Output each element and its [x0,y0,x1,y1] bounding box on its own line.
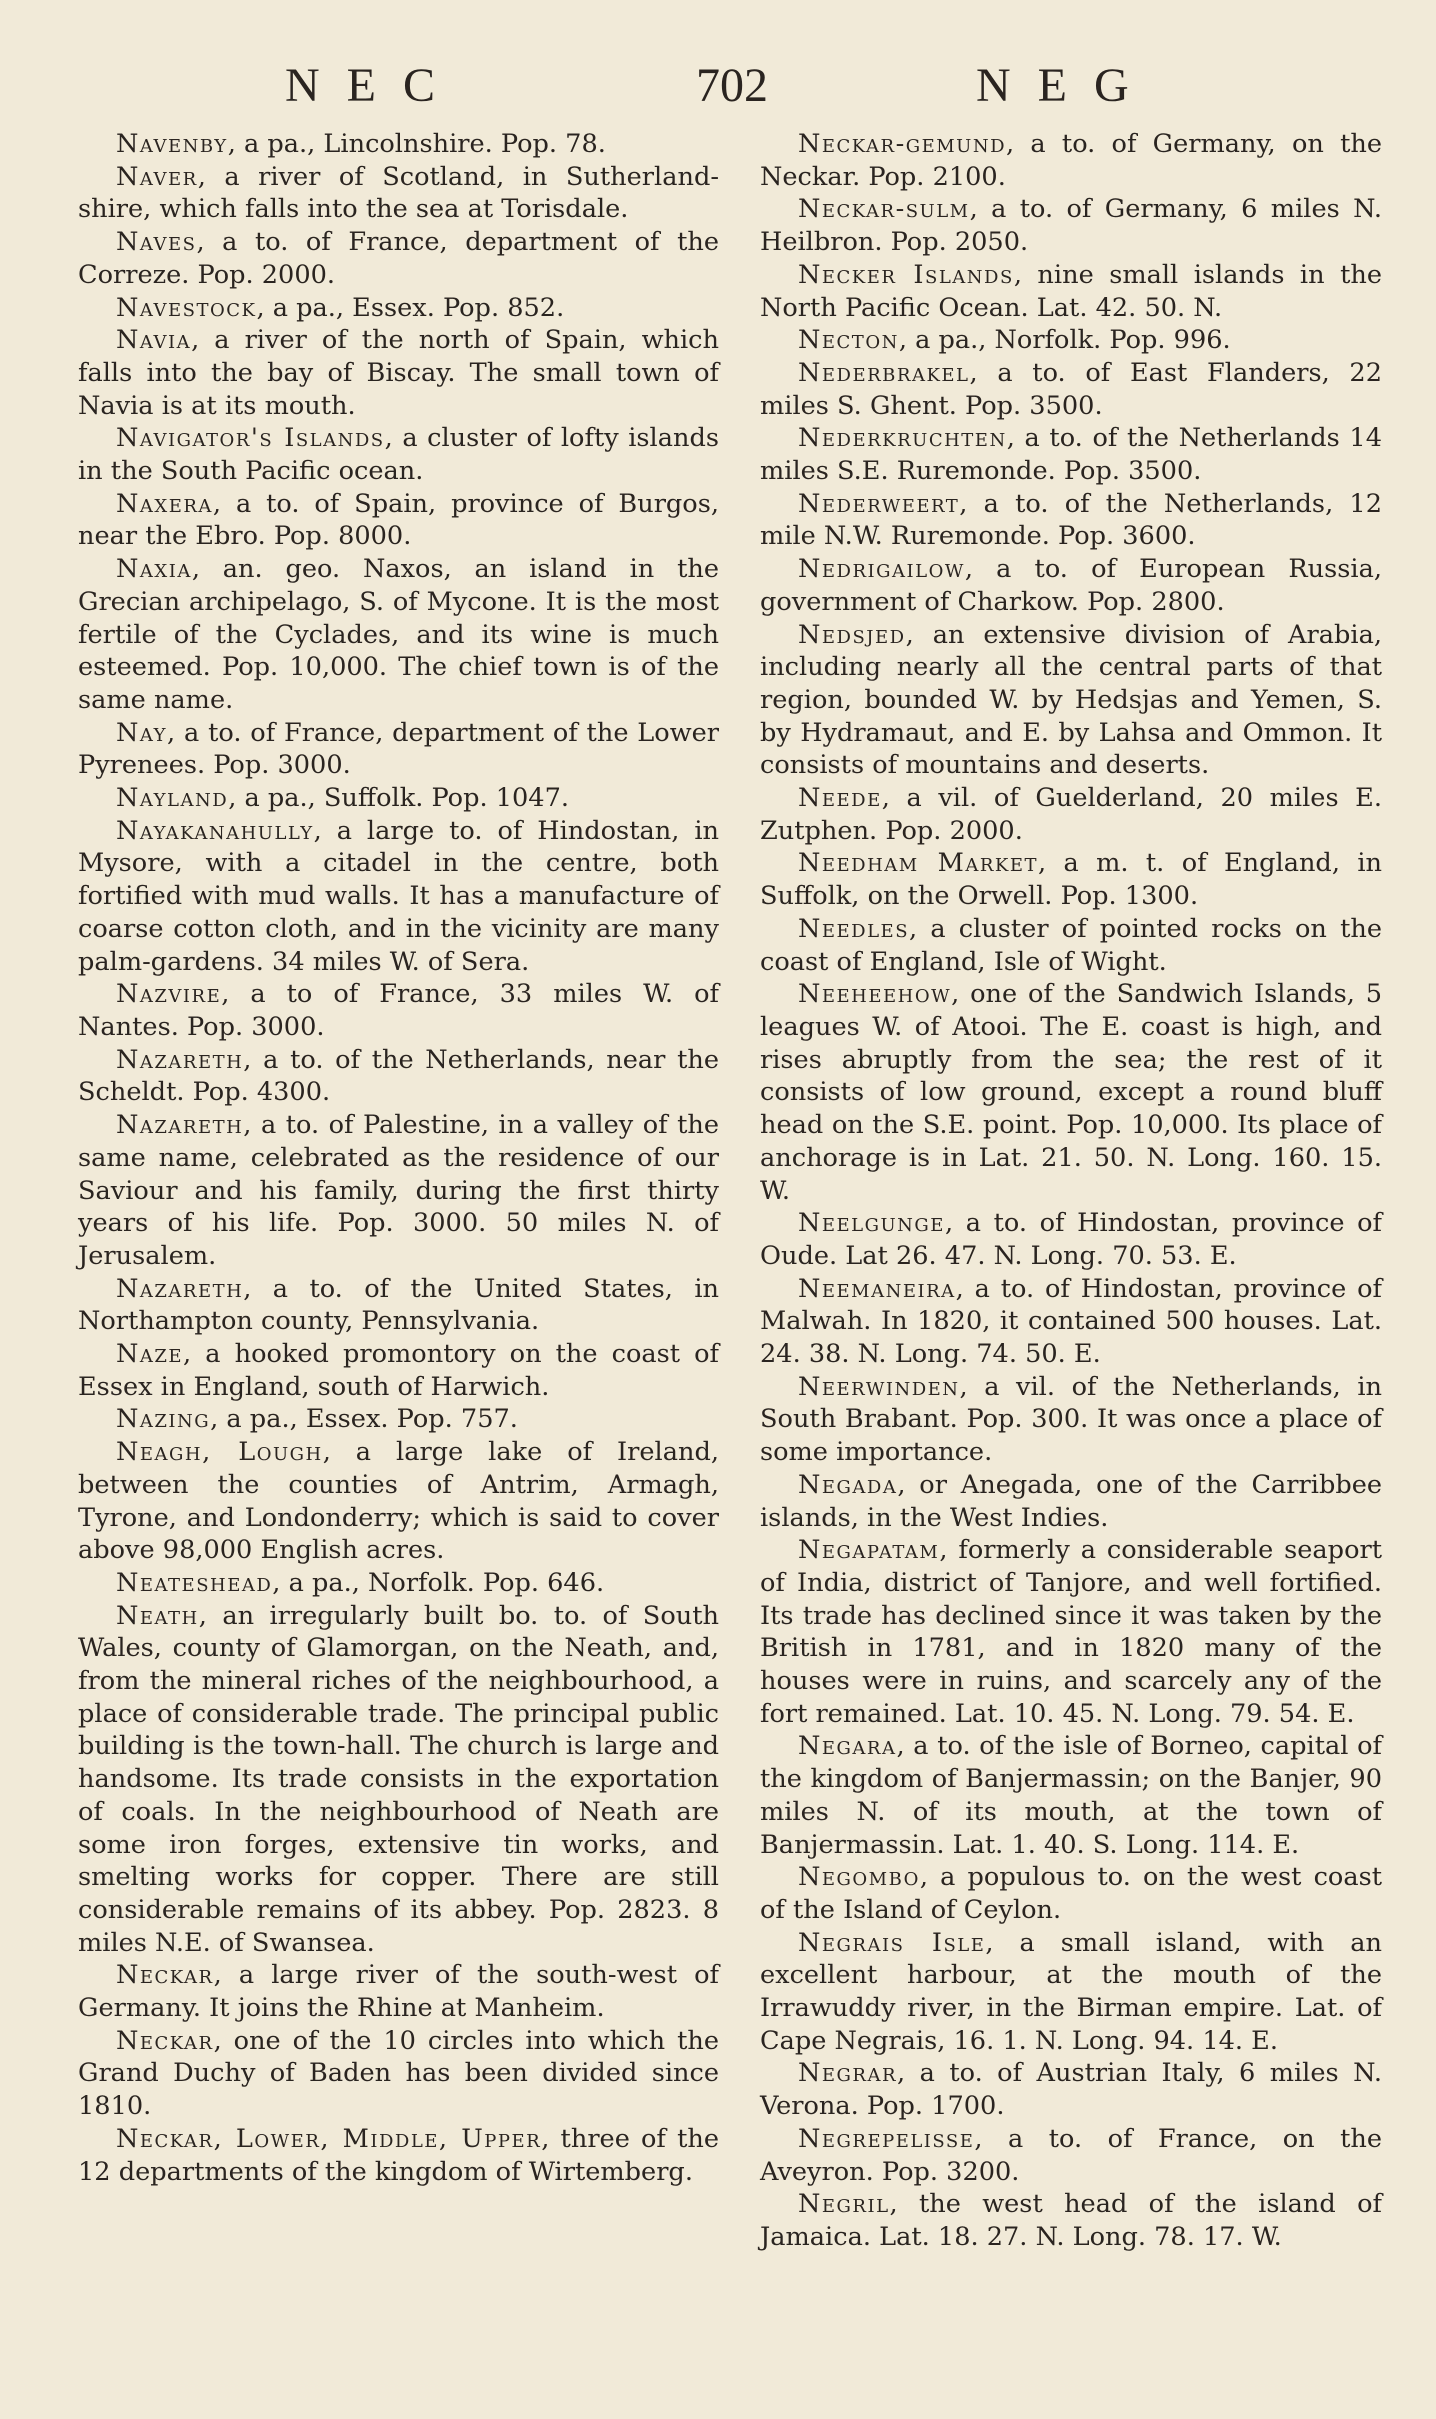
entry-text: , a to. of East Flanders, 22 miles S. Ghent. Pop. 3500. [760,357,1382,421]
gazetteer-entry [760,259,1382,324]
gazetteer-entry [760,1371,1382,1469]
gazetteer-entry [78,1044,719,1109]
entry-text: , a to. of France, on the Aveyron. Pop. 3200. [760,2123,1382,2187]
left-column [78,128,719,2188]
entry-text: , a vil. of Guelderland, 20 miles E. Zutphen. Pop. 2000. [760,783,1382,846]
gazetteer-entry [78,782,719,815]
gazetteer-entry [760,1534,1382,1730]
entry-headword: Neckar [116,1960,214,1991]
gazetteer-entry [760,847,1382,912]
entry-headword: Necker Islands [798,259,1014,290]
entry-headword: Negril [798,2189,890,2220]
entry-headword: Neeheehow [798,979,952,1010]
entry-headword: Neagh, Lough [116,1437,323,1468]
entry-text: , or Anegada, one of the Carribbee islands, in the West Indies. [760,1469,1382,1533]
entry-headword: Neemaneira [798,1273,956,1304]
entry-text: , a to. of Germany, 6 miles N. Heilbron. Pop. 2050. [760,194,1382,258]
entry-headword: Nederbrakel [798,357,970,388]
entry-headword: Neelgunge [798,1208,945,1239]
entry-text: , a pa., Essex. Pop. 852. [256,292,565,323]
entry-text: , a to. of France, department of the Lower Pyrenees. Pop. 3000. [78,717,719,781]
gazetteer-entry [78,226,719,291]
gazetteer-entry [760,1469,1382,1534]
entry-headword: Nederkruchten [798,423,1007,454]
entry-headword: Nazareth [116,1044,244,1075]
entry-text: , nine small islands in the North Pacific Ocean. Lat. 42. 50. N. [760,259,1382,323]
entry-headword: Nay [116,717,168,748]
entry-text: , three of the 12 departments of the kingdom of Wirtemberg. [78,2123,720,2187]
gazetteer-entry [78,815,719,979]
header-right-letters: NEG [976,59,1156,112]
entry-headword: Negrar [798,2058,898,2089]
entry-text: , a pa., Essex. Pop. 757. [210,1404,518,1435]
gazetteer-entry [760,913,1382,978]
gazetteer-entry [760,1861,1382,1926]
entry-headword: Navigator's Islands [116,423,385,454]
entry-text: , a river of Scotland, in Sutherland-shire, which falls into the sea at Torisdale. [78,161,719,225]
entry-text: , a to. of Austrian Italy, 6 miles N. Verona. Pop. 1700. [760,2058,1382,2122]
entry-text: , a to. of the Netherlands, near the Scheldt. Pop. 4300. [78,1044,719,1108]
entry-headword: Nederweert [798,488,960,519]
gazetteer-entry [78,2025,719,2123]
gazetteer-entry [78,2123,719,2188]
gazetteer-entry [760,619,1382,783]
gazetteer-entry [78,553,719,717]
entry-headword: Navestock [116,292,257,323]
page-number: 702 [696,59,768,112]
entry-headword: Naver [116,161,198,192]
gazetteer-entry [78,488,719,553]
entry-headword: Nayakanahully [116,815,314,846]
gazetteer-entry [78,1403,719,1436]
gazetteer-entry [760,422,1382,487]
entry-text: , a vil. of the Netherlands, in South Brabant. Pop. 300. It was once a place of some importance. [760,1371,1382,1468]
header-left-letters: NEC [285,59,462,112]
entry-headword: Naxia [116,554,192,585]
gazetteer-entry [78,1338,719,1403]
entry-text: , a to. of the Netherlands, 12 mile N.W. Ruremonde. Pop. 3600. [760,488,1382,552]
entry-headword: Nazing [116,1404,211,1435]
entry-headword: Negapatam [798,1535,940,1566]
entry-text: , a to. of the United States, in Northampton county, Pennsylvania. [78,1273,719,1337]
entry-text: , a to. of Germany, on the Neckar. Pop. 2100. [760,129,1382,192]
entry-headword: Naves [116,227,197,258]
entry-text: , a to. of the Netherlands 14 miles S.E. Ruremonde. Pop. 3500. [760,423,1382,487]
entry-headword: Navia [116,325,192,356]
entry-text: , formerly a considerable seaport of India, district of Tanjore, and well fortified. Its trade has declined since it was taken by the British in 1781, and in 1820 many of the houses were in ruins, and scarcely any of the fort remained. Lat. 10. 45. N. Long. 79. 54. E. [760,1535,1382,1729]
entry-text: , a pa., Norfolk. Pop. 996. [898,325,1231,356]
gazetteer-entry [78,324,719,422]
entry-headword: Negara [798,1731,897,1762]
gazetteer-entry [760,782,1382,847]
entry-headword: Nazareth [116,1110,244,1141]
entry-headword: Naxera [116,488,213,519]
entry-headword: Needham Market [798,848,1038,879]
entry-text: , a small island, with an excellent harbour, at the mouth of the Irrawuddy river, in the Birman empire. Lat. of Cape Negrais, 16. 1. N. Long. 94. 14. E. [760,1927,1382,2056]
gazetteer-entry [760,1207,1382,1272]
gazetteer-entry [760,193,1382,258]
entry-text: , a large to. of Hindostan, in Mysore, with a citadel in the centre, both fortified with mud walls. It has a manufacture of coarse cotton cloth, and in the vicinity are many palm-gardens. 34 miles W. of Sera. [78,815,719,977]
gazetteer-entry [760,1927,1382,2058]
entry-headword: Negada [798,1469,898,1500]
gazetteer-entry [78,292,719,325]
entry-text: , a to. of Hindostan, province of Malwah. In 1820, it contained 500 houses. Lat. 24. 38. N. Long. 74. 50. E. [760,1273,1382,1370]
gazetteer-entry [760,553,1382,618]
gazetteer-entry [78,978,719,1043]
entry-text: , a cluster of lofty islands in the South Pacific ocean. [78,423,719,487]
entry-text: , a populous to. on the west coast of the Island of Ceylon. [760,1862,1382,1925]
entry-text: , one of the 10 circles into which the Grand Duchy of Baden has been divided since 1810. [78,2025,719,2122]
entry-headword: Neath [116,1600,199,1631]
gazetteer-entry [760,488,1382,553]
gazetteer-entry [78,1109,719,1273]
entry-text: , a to. of the isle of Borneo, capital of the kingdom of Banjermassin; on the Banjer, 90 miles N. of its mouth, at the town of Banjermassin. Lat. 1. 40. S. Long. 114. E. [760,1731,1382,1860]
entry-text: , one of the Sandwich Islands, 5 leagues W. of Atooi. The E. coast is high, and rises abruptly from the sea; the rest of it consists of low ground, except a round bluff head on the S.E. point. Pop. 10,000. Its place of anchorage is in Lat. 21. 50. N. Long. 160. 15. W. [760,979,1382,1206]
entry-text: , an. geo. Naxos, an island in the Grecian archipelago, S. of Mycone. It is the most fertile of the Cyclades, and its wine is much esteemed. Pop. 10,000. The chief town is of the same name. [78,554,719,715]
entry-headword: Nedrigailow [798,554,965,585]
gazetteer-entry [760,1730,1382,1861]
entry-text: , a large lake of Ireland, between the counties of Antrim, Armagh, Tyrone, and Londonderry; which is said to cover above 98,000 English acres. [78,1437,719,1566]
entry-text: , an extensive division of Arabia, including nearly all the central parts of that region, bounded W. by Hedsjas and Yemen, S. by Hydramaut, and E. by Lahsa and Ommon. It consists of mountains and deserts. [760,619,1382,781]
entry-headword: Navenby [116,129,228,159]
gazetteer-entry [760,357,1382,422]
entry-headword: Nayland [116,783,229,814]
entry-headword: Neede [798,783,882,814]
entry-headword: Neckar [116,2025,214,2056]
gazetteer-entry [760,2188,1382,2253]
entry-text: , a to. of European Russia, government of Charkow. Pop. 2800. [760,554,1382,617]
gazetteer-entry [78,128,719,161]
entry-text: , a cluster of pointed rocks on the coast of England, Isle of Wight. [760,913,1382,977]
gazetteer-entry [78,1600,719,1960]
gazetteer-entry [760,2123,1382,2188]
entry-headword: Neckar, Lower, Middle, Upper [116,2123,542,2154]
entry-text: , a to of France, 33 miles W. of Nantes. Pop. 3000. [78,979,719,1042]
gazetteer-entry [78,1436,719,1567]
entry-headword: Necton [798,325,899,356]
entry-headword: Nedsjed [798,619,906,650]
entry-headword: Negrepelisse [798,2123,975,2154]
gazetteer-entry [78,1959,719,2024]
entry-headword: Neckar-sulm [798,194,970,225]
entry-headword: Naze [116,1339,184,1370]
gazetteer-entry [78,161,719,226]
gazetteer-entry [78,422,719,487]
entry-text: , a to. of Spain, province of Burgos, near the Ebro. Pop. 8000. [78,488,719,552]
entry-headword: Needles [798,913,910,944]
entry-text: , a pa., Suffolk. Pop. 1047. [228,783,569,814]
entry-headword: Nazareth [116,1273,244,1304]
entry-headword: Neckar-gemund [798,129,1007,159]
entry-text: , the west head of the island of Jamaica. Lat. 18. 27. N. Long. 78. 17. W. [760,2189,1382,2252]
entry-text: , a to. of France, department of the Correze. Pop. 2000. [78,227,719,290]
gazetteer-entry [760,978,1382,1207]
entry-headword: Negrais Isle [798,1927,986,1958]
page-header [0,58,1436,118]
entry-headword: Negombo [798,1862,920,1893]
entry-text: , a to. of Palestine, in a valley of the same name, celebrated as the residence of our Saviour and his family, during the first thirty years of his life. Pop. 3000. 50 miles N. of Jerusalem. [78,1110,719,1271]
gazetteer-entry [760,128,1382,193]
entry-headword: Neateshead [116,1567,273,1598]
gazetteer-entry [760,324,1382,357]
gazetteer-entry [760,2057,1382,2122]
gazetteer-entry [760,1273,1382,1371]
entry-text: , a pa., Lincolnshire. Pop. 78. [227,129,606,159]
entry-text: , a hooked promontory on the coast of Essex in England, south of Harwich. [78,1339,719,1402]
entry-text: , a to. of Hindostan, province of Oude. Lat 26. 47. N. Long. 70. 53. E. [760,1208,1382,1271]
entry-text: , a m. t. of England, in Suffolk, on the Orwell. Pop. 1300. [760,848,1382,912]
entry-text: , a river of the north of Spain, which falls into the bay of Biscay. The small town of Navia is at its mouth. [78,325,719,421]
entry-headword: Nazvire [116,979,222,1010]
entry-headword: Neerwinden [798,1371,960,1402]
gazetteer-entry [78,717,719,782]
gazetteer-entry [78,1273,719,1338]
right-column [760,128,1382,2254]
gazetteer-entry [78,1567,719,1600]
entry-text: , a pa., Norfolk. Pop. 646. [272,1567,605,1598]
entry-text: , a large river of the south-west of Germany. It joins the Rhine at Manheim. [78,1960,719,2024]
entry-text: , an irregularly built bo. to. of South Wales, county of Glamorgan, on the Neath, and, from the mineral riches of the neighbourhood, a place of considerable trade. The principal public building is the town-hall. The church is large and handsome. Its trade consists in the exportation of coals. In the neighbourhood of Neath are some iron forges, extensive tin works, and smelting works for copper. There are still considerable remains of its abbey. Pop. 2823. 8 miles N.E. of Swansea. [78,1600,719,1958]
